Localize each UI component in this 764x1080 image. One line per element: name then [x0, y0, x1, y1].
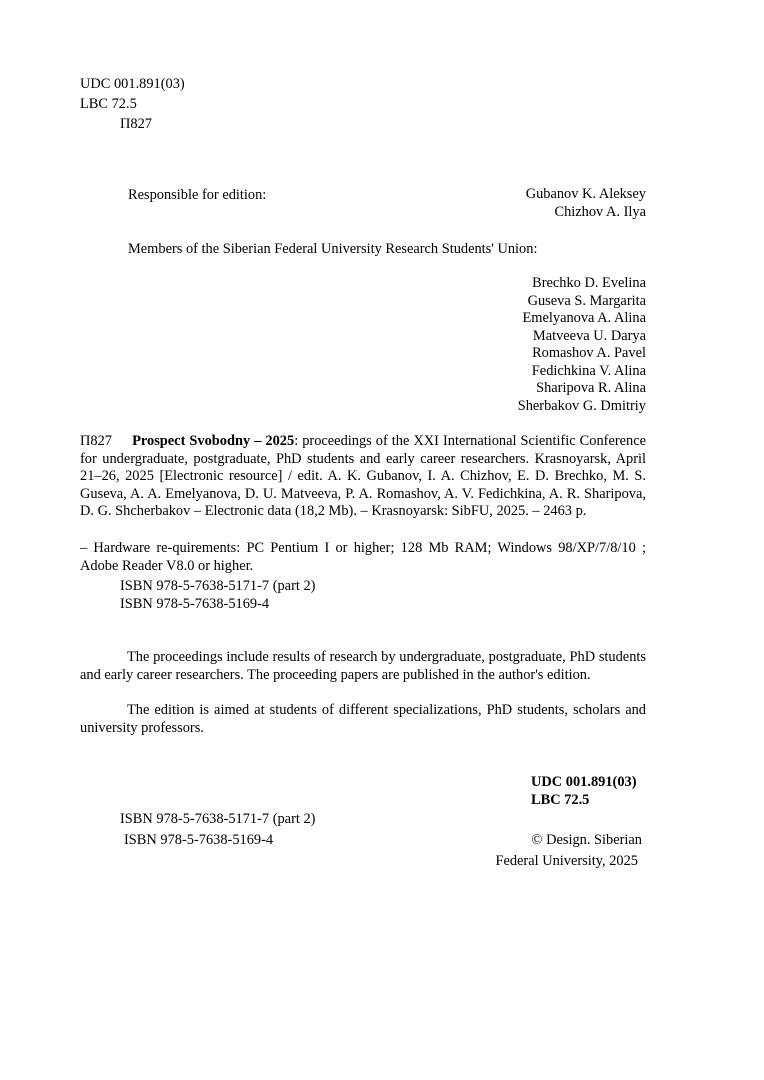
- members-names: [518, 275, 646, 415]
- member-name: Fedichkina V. Alina: [531, 362, 646, 379]
- member-name: Sharipova R. Alina: [536, 380, 646, 396]
- member-name: Matveeva U. Darya: [532, 327, 646, 344]
- responsible-name: Gubanov K. Aleksey: [525, 186, 646, 202]
- footer-isbn: ISBN 978-5-7638-5169-4: [124, 832, 274, 848]
- members-label: Members of the Siberian Federal University Research Students' Union:: [128, 241, 538, 257]
- footer-udc: UDC 001.891(03): [531, 774, 637, 790]
- udc-code: UDC 001.891(03): [80, 76, 185, 92]
- catalog-code: П827: [80, 433, 112, 449]
- abstract-paragraph-1: The proceedings include results of research by undergraduate, postgraduate, PhD students and early career researchers. The proceeding papers are published in the author's edition.: [80, 649, 646, 683]
- catalog-isbn: ISBN 978-5-7638-5169-4: [120, 596, 270, 612]
- member-name: Emelyanova A. Alina: [522, 310, 646, 326]
- footer-lbc: LBC 72.5: [531, 792, 590, 808]
- responsible-label: Responsible for edition:: [128, 187, 267, 203]
- footer-isbn-part: ISBN 978-5-7638-5171-7 (part 2): [120, 811, 316, 827]
- copyright-line-1: © Design. Siberian: [531, 832, 642, 848]
- abstract-paragraph-2: The edition is aimed at students of different specializations, PhD students, scholars and university professors.: [80, 702, 646, 736]
- responsible-names: [526, 186, 646, 221]
- responsible-name: Chizhov A. Ilya: [554, 203, 646, 220]
- copyright-line-2: Federal University, 2025: [495, 853, 638, 869]
- member-name: Sherbakov G. Dmitriy: [517, 397, 646, 414]
- catalog-isbn-part: ISBN 978-5-7638-5171-7 (part 2): [120, 578, 316, 594]
- hardware-requirements: – Hardware re-quirements: PC Pentium I or higher; 128 Mb RAM; Windows 98/XP/7/8/10 ; Adobe Reader V8.0 or higher.: [80, 540, 646, 574]
- member-name: Brechko D. Evelina: [532, 275, 646, 291]
- member-name: Guseva S. Margarita: [527, 292, 646, 309]
- catalog-entry: [80, 433, 646, 521]
- catalog-title: Prospect Svobodny – 2025: [132, 433, 295, 449]
- lbc-code: LBC 72.5: [80, 96, 137, 112]
- member-name: Romashov A. Pavel: [532, 345, 646, 361]
- author-mark: П827: [120, 116, 152, 132]
- catalog-description: : proceedings of the XXI International Scientific Conference for undergraduate, postgraduate, PhD students and early career researchers. Krasnoyarsk, April 21–26, 2025 [Electronic resource] / edit. A. K. Gubanov, I. A. Chizhov, E. D. Brechko, M. S. Guseva, A. A. Emelyanova, D. U. Matveeva, P. A. Romashov, A. V. Fedichkina, A. R. Sharipova, D. G. Shcherbakov – Electronic data (18,2 Mb). – Krasnoyarsk: SibFU, 2025. – 2463 p.: [80, 433, 646, 520]
